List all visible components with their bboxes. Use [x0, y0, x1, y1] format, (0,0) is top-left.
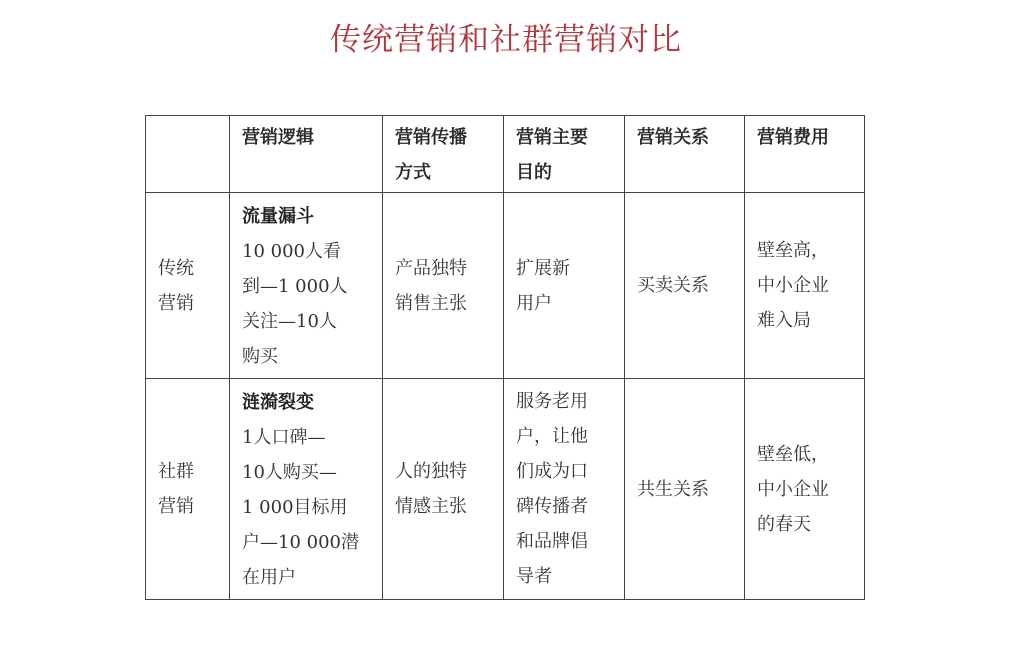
row-label: 传统 营销 [146, 193, 230, 379]
table-row [146, 379, 865, 600]
logic-cell [230, 379, 383, 600]
purpose-cell: 服务老用 户，让他 们成为口 碑传播者 和品牌倡 导者 [504, 379, 625, 600]
header-row [146, 116, 865, 193]
cost-cell: 壁垒高， 中小企业 难入局 [745, 193, 865, 379]
header-cell-empty [146, 116, 230, 193]
header-cell-relation: 营销关系 [625, 116, 745, 193]
header-cell-logic: 营销逻辑 [230, 116, 383, 193]
logic-cell [230, 193, 383, 379]
relation-cell: 共生关系 [625, 379, 745, 600]
comparison-table [145, 115, 865, 600]
logic-title: 流量漏斗 [242, 206, 314, 227]
page-title: 传统营销和社群营销对比 [330, 22, 682, 58]
header-cell-purpose: 营销主要 目的 [504, 116, 625, 193]
logic-body: 1人口碑— 10人购买— 1 000目标用 户—10 000潜 在用户 [242, 427, 359, 588]
table-row [146, 193, 865, 379]
purpose-cell: 扩展新 用户 [504, 193, 625, 379]
relation-cell: 买卖关系 [625, 193, 745, 379]
logic-body: 10 000人看 到—1 000人 关注—10人 购买 [242, 241, 348, 367]
cost-cell: 壁垒低， 中小企业 的春天 [745, 379, 865, 600]
logic-title: 涟漪裂变 [242, 392, 314, 413]
row-label: 社群 营销 [146, 379, 230, 600]
spread-cell: 产品独特 销售主张 [383, 193, 504, 379]
spread-cell: 人的独特 情感主张 [383, 379, 504, 600]
header-cell-spread: 营销传播 方式 [383, 116, 504, 193]
header-cell-cost: 营销费用 [745, 116, 865, 193]
